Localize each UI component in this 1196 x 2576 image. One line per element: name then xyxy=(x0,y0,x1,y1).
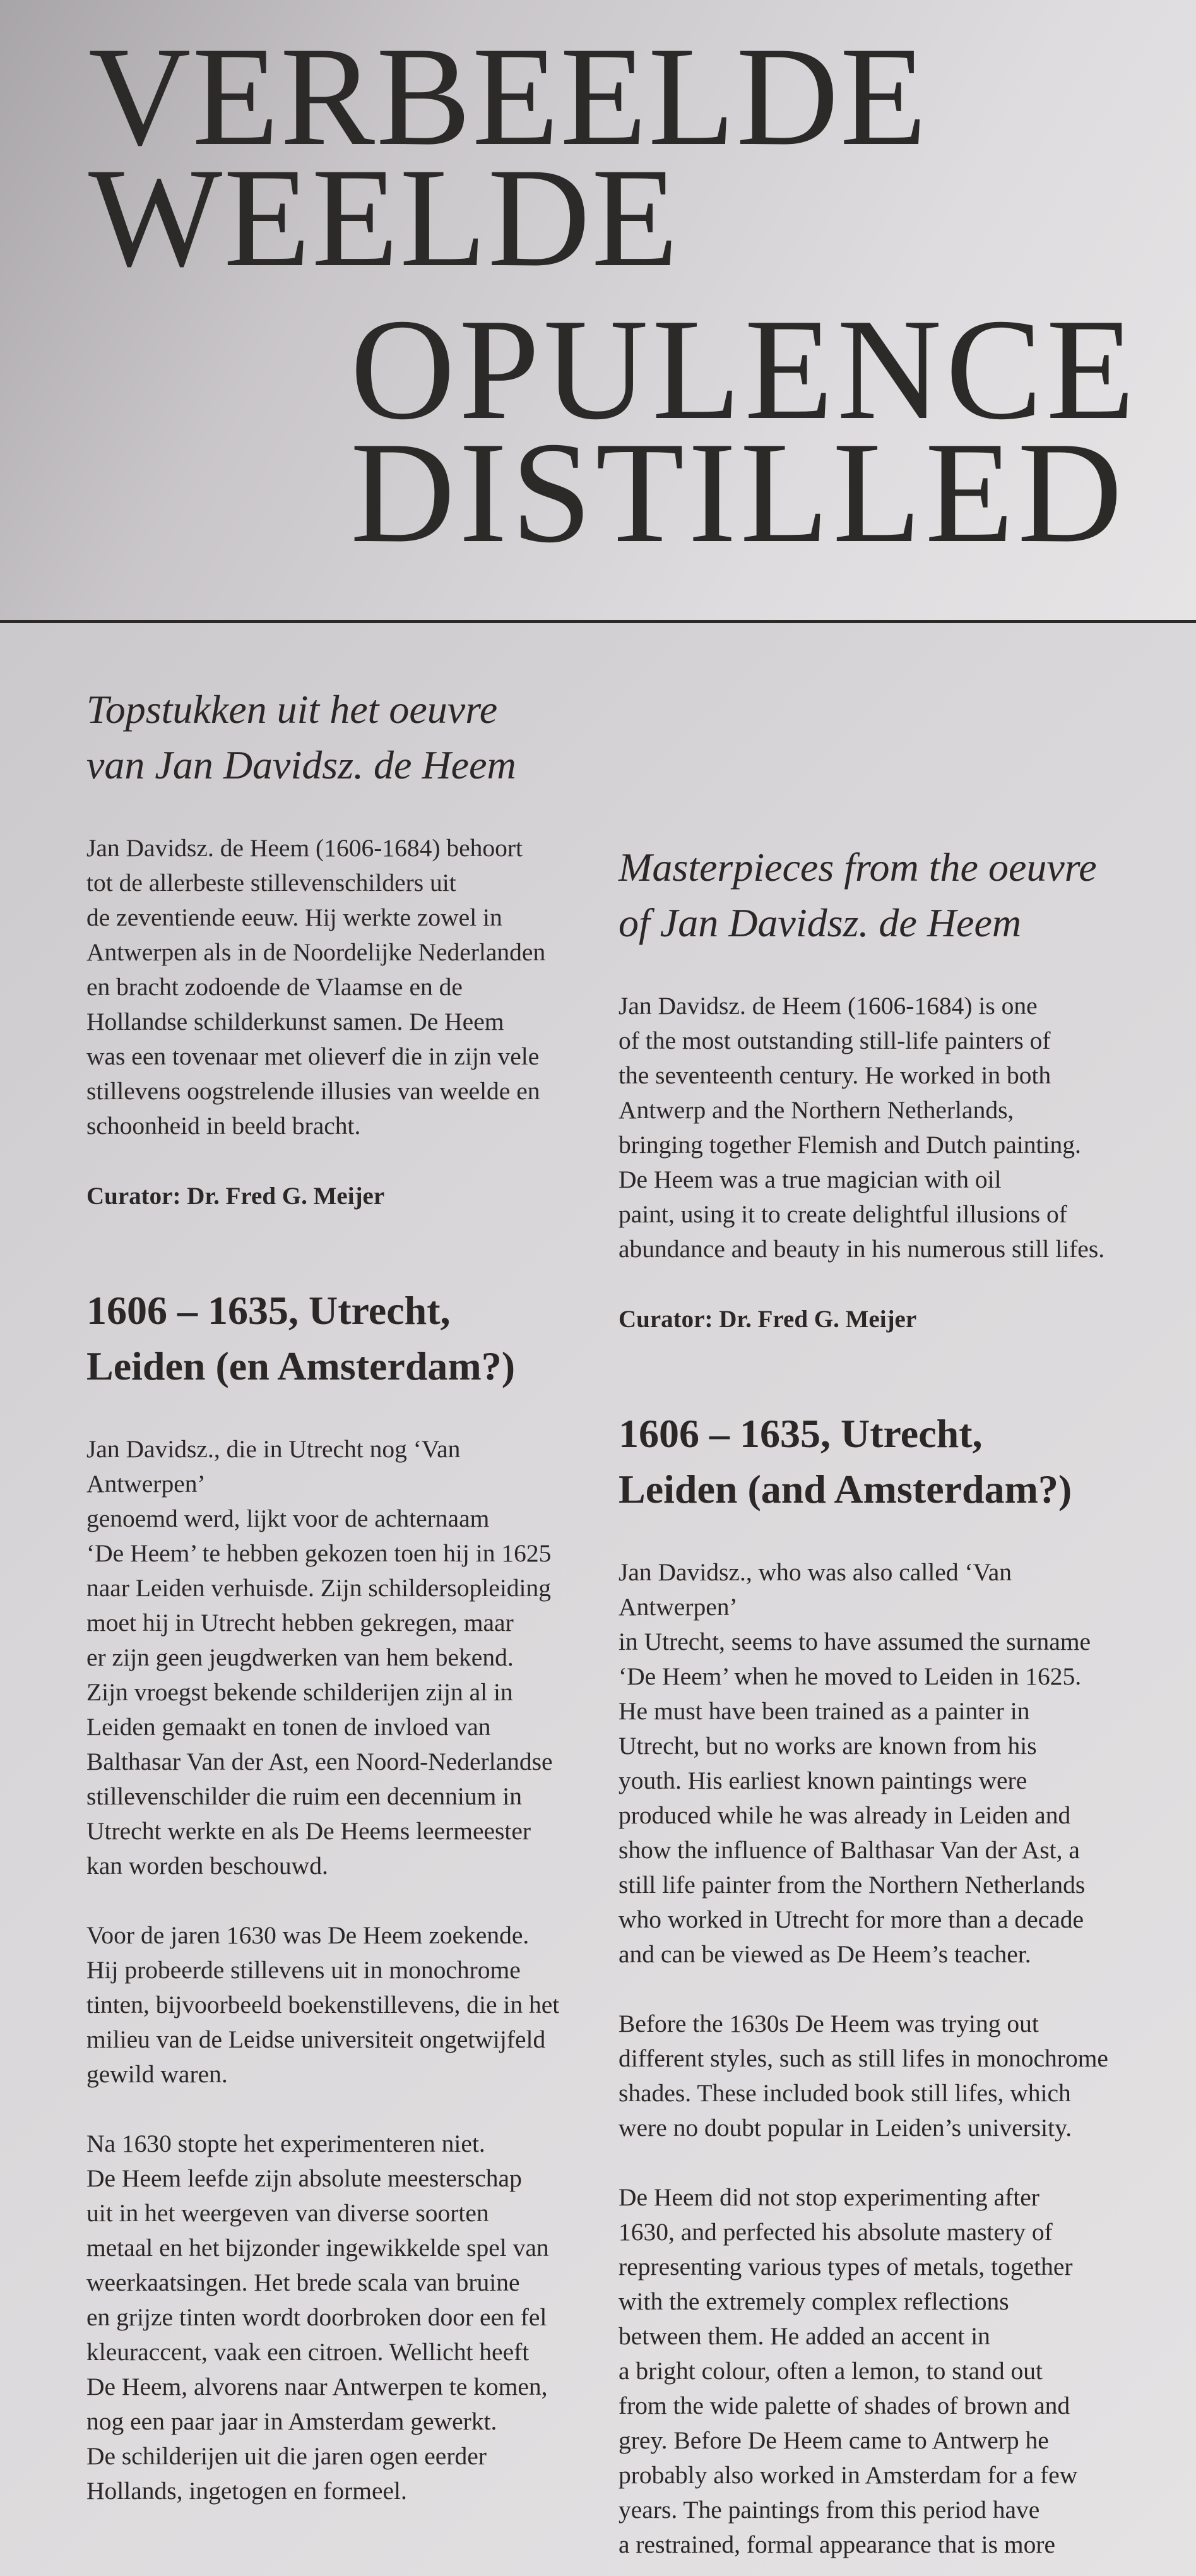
english-section-heading: 1606 – 1635, Utrecht, Leiden (and Amsterdam?) xyxy=(619,1411,1072,1512)
english-column xyxy=(619,840,1130,2562)
english-title-line-2: DISTILLED xyxy=(350,412,1127,573)
english-paragraph-1: Jan Davidsz., who was also called ‘Van Antwerpen’ in Utrecht, seems to have assumed the surname ‘De Heem’ when he moved to Leiden in 1625. He must have been trained as a painter in Utrecht, but no works are known from his youth. His earliest known paintings were produced while he was already in Leiden and show the influence of Balthasar Van der Ast, a still life painter from the Northern Netherlands who worked in Utrecht for more than a decade and can be viewed as De Heem’s teacher. xyxy=(619,1558,1091,1968)
english-curator: Curator: Dr. Fred G. Meijer xyxy=(619,1306,917,1333)
dutch-title-line-1: VERBEELDE xyxy=(88,17,928,175)
dutch-section-heading: 1606 – 1635, Utrecht, Leiden (en Amsterdam?) xyxy=(86,1288,516,1388)
english-subtitle: Masterpieces from the oeuvre of Jan Davidsz. de Heem xyxy=(619,845,1097,945)
dutch-curator: Curator: Dr. Fred G. Meijer xyxy=(86,1183,385,1210)
dutch-column xyxy=(86,682,579,2508)
english-title-line-1: OPULENCE xyxy=(350,289,1139,450)
dutch-paragraph-3: Na 1630 stopte het experimenteren niet. De Heem leefde zijn absolute meesterschap uit in het weergeven van diverse soorten metaal en het bijzonder ingewikkelde spel van weerkaatsingen. Het brede scala van bruine en grijze tinten wordt doorbroken door een fel kleuraccent, vaak een citroen. Wellicht heeft De Heem, alvorens naar Antwerpen te komen, nog een paar jaar in Amsterdam gewerkt. De schilderijen uit die jaren ogen eerder Hollands, ingetogen en formeel. xyxy=(86,2130,549,2505)
dutch-paragraph-1: Jan Davidsz., die in Utrecht nog ‘Van Antwerpen’ genoemd werd, lijkt voor de achternaam ‘De Heem’ te hebben gekozen toen hij in 1625 naar Leiden verhuisde. Zijn schildersopleiding moet hij in Utrecht hebben gekregen, maar er zijn geen jeugdwerken van hem bekend. Zijn vroegst bekende schilderijen zijn al in Leiden gemaakt en tonen de invloed van Balthasar Van der Ast, een Noord-Nederlandse stillevenschilder die ruim een decennium in Utrecht werkte en als De Heems leermeester kan worden beschouwd. xyxy=(86,1435,553,1880)
dutch-intro: Jan Davidsz. de Heem (1606-1684) behoort tot de allerbeste stillevenschilders uit de zeventiende eeuw. Hij werkte zowel in Antwerpen als in de Noordelijke Nederlanden en bracht zodoende de Vlaamse en de Hollandse schilderkunst samen. De Heem was een tovenaar met olieverf die in zijn vele stillevens oogstrelende illusies van weelde en schoonheid in beeld bracht. xyxy=(86,834,546,1140)
dutch-title-line-2: WEELDE xyxy=(88,138,680,296)
title-panel xyxy=(0,0,1196,622)
dutch-subtitle: Topstukken uit het oeuvre van Jan Davidsz. de Heem xyxy=(86,687,516,787)
english-intro: Jan Davidsz. de Heem (1606-1684) is one of the most outstanding still-life painters of the seventeenth century. He worked in both Antwerp and the Northern Netherlands, bringing together Flemish and Dutch painting. De Heem was a true magician with oil paint, using it to create delightful illusions of abundance and beauty in his numerous still lifes. xyxy=(619,992,1105,1263)
dutch-paragraph-2: Voor de jaren 1630 was De Heem zoekende. Hij probeerde stillevens uit in monochrome tinten, bijvoorbeeld boekenstillevens, die in het milieu van de Leidse universiteit ongetwijfeld gewild waren. xyxy=(86,1921,560,2088)
header-divider xyxy=(0,620,1196,623)
english-paragraph-3: De Heem did not stop experimenting after 1630, and perfected his absolute mastery of representing various types of metals, together with the extremely complex reflections between them. He added an accent in a bright colour, often a lemon, to stand out from the wide palette of shades of brown and grey. Before De Heem came to Antwerp he probably also worked in Amsterdam for a few years. The paintings from this period have a restrained, formal appearance that is more xyxy=(619,2183,1078,2558)
english-paragraph-2: Before the 1630s De Heem was trying out different styles, such as still lifes in monochrome shades. These included book still lifes, which were no doubt popular in Leiden’s university. xyxy=(619,2010,1108,2142)
